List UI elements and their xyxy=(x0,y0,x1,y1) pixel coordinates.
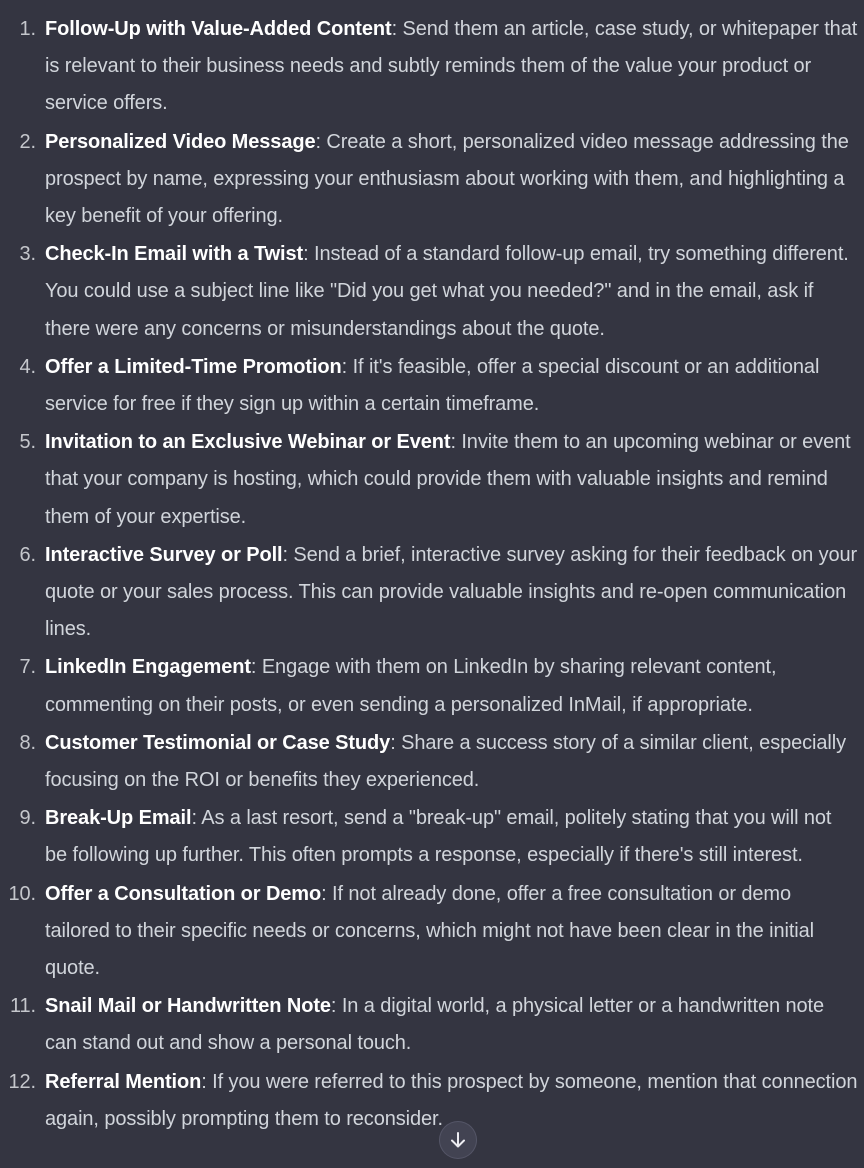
list-item-title: Check-In Email with a Twist xyxy=(45,243,304,266)
arrow-down-icon xyxy=(448,1130,468,1150)
list-item-title: Follow-Up with Value-Added Content xyxy=(45,18,392,40)
list-item-text: : Engage with them on LinkedIn by sharing relevant content, commenting on their posts, or even sending a personalized InMail, if appropriate. xyxy=(45,656,777,716)
list-item-title: LinkedIn Engagement xyxy=(45,656,251,679)
list-item-title: Break-Up Email xyxy=(45,807,192,830)
list-item-number: 12. xyxy=(8,1070,36,1093)
list-item-text: : Instead of a standard follow-up email, try something different. You could use a subject line like "Did you get what you needed?" and in the email, ask if there were any concerns or misunderstandings about the quote. xyxy=(45,243,849,340)
list-item-text: : Create a short, personalized video message addressing the prospect by name, expressing your enthusiasm about working with them, and highlighting a key benefit of your offering. xyxy=(45,130,849,228)
list-item-title: Interactive Survey or Poll xyxy=(45,543,283,566)
list-item-title: Offer a Consultation or Demo xyxy=(45,882,322,905)
list-item-number: 5. xyxy=(19,431,36,454)
list-item-number: 7. xyxy=(19,656,36,679)
scroll-to-bottom-button[interactable] xyxy=(439,1121,477,1159)
list-item xyxy=(0,988,864,1062)
list-item-title: Invitation to an Exclusive Webinar or Event xyxy=(45,431,451,454)
list-item xyxy=(0,725,864,799)
list-item-text: : Send them an article, case study, or whitepaper that is relevant to their business needs and subtly reminds them of the value your product or service offers. xyxy=(45,18,858,115)
list-item xyxy=(0,349,864,423)
list-item-text: : Invite them to an upcoming webinar or event that your company is hosting, which could provide them with valuable insights and remind them of your expertise. xyxy=(45,431,851,528)
list-item-number: 3. xyxy=(19,243,36,266)
list-item-text: : Send a brief, interactive survey asking for their feedback on your quote or your sales process. This can provide valuable insights and re-open communication lines. xyxy=(45,543,858,641)
list-item xyxy=(0,11,864,123)
list-item-number: 9. xyxy=(19,807,36,830)
list-item-number: 4. xyxy=(19,355,36,378)
list-item-number: 2. xyxy=(19,130,36,153)
list-item-text: : If not already done, offer a free consultation or demo tailored to their specific needs or concerns, which might not have been clear in the initial quote. xyxy=(45,882,815,980)
numbered-list xyxy=(0,11,864,1138)
list-item xyxy=(0,800,864,874)
list-item-title: Personalized Video Message xyxy=(45,130,316,153)
list-item-title: Referral Mention xyxy=(45,1070,202,1093)
list-item xyxy=(0,124,864,236)
list-item-text: : In a digital world, a physical letter or a handwritten note can stand out and show a personal touch. xyxy=(45,995,824,1055)
list-item-text: : Share a success story of a similar client, especially focusing on the ROI or benefits they experienced. xyxy=(45,731,846,792)
list-item xyxy=(0,1064,864,1138)
list-item-text: : As a last resort, send a "break-up" email, politely stating that you will not be following up further. This often prompts a response, especially if there's still interest. xyxy=(45,807,832,867)
list-item xyxy=(0,876,864,988)
list-item-title: Customer Testimonial or Case Study xyxy=(45,731,391,754)
list-item-number: 1. xyxy=(19,18,36,40)
list-item-number: 10. xyxy=(8,882,36,905)
list-item-number: 6. xyxy=(19,543,36,566)
list-item-number: 8. xyxy=(19,731,36,754)
list-item-title: Offer a Limited-Time Promotion xyxy=(45,355,342,378)
list-item xyxy=(0,424,864,536)
list-item-text: : If you were referred to this prospect by someone, mention that connection again, possibly prompting them to reconsider. xyxy=(45,1070,858,1130)
list-item xyxy=(0,236,864,348)
list-item-number: 11. xyxy=(9,995,36,1018)
list-item-title: Snail Mail or Handwritten Note xyxy=(45,995,331,1018)
list-item xyxy=(0,537,864,649)
list-item-text: : If it's feasible, offer a special discount or an additional service for free if they sign up within a certain timeframe. xyxy=(45,355,820,416)
list-item xyxy=(0,649,864,723)
